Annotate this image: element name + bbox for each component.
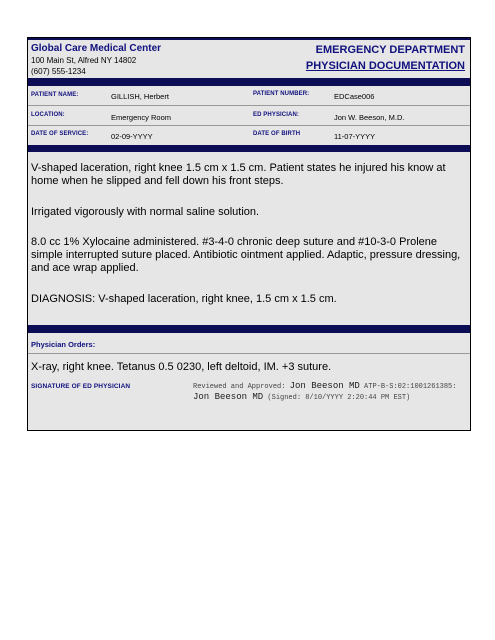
signature-label: SIGNATURE OF ED PHYSICIAN <box>31 383 131 390</box>
info-divider-band <box>28 145 470 152</box>
date-of-service-label: DATE OF SERVICE: <box>31 131 89 137</box>
ed-physician-label: ED PHYSICIAN: <box>253 112 299 118</box>
note-paragraph-1: V-shaped laceration, right knee 1.5 cm x 1.5 cm. Patient states he injured his know at home when he slipped and fell down his front steps. <box>31 162 446 188</box>
date-of-birth-label: DATE OF BIRTH <box>253 131 301 137</box>
ed-physician-value: Jon W. Beeson, M.D. <box>334 113 405 122</box>
row-divider <box>28 125 470 126</box>
row-divider <box>28 105 470 106</box>
physician-orders-label: Physician Orders: <box>31 340 96 349</box>
diagnosis-text: DIAGNOSIS: V-shaped laceration, right knee, 1.5 cm x 1.5 cm. <box>31 293 337 305</box>
facility-name: Global Care Medical Center <box>31 43 162 54</box>
document-title-line2: PHYSICIAN DOCUMENTATION <box>305 60 465 72</box>
note-paragraph-3: 8.0 cc 1% Xylocaine administered. #3-4-0 chronic deep suture and #10-3-0 Prolene simple interrupted suture placed. Antibiotic ointment applied. Adaptic, pressure dressing, and ace wrap applied. <box>31 236 461 275</box>
document-title-line1: EMERGENCY DEPARTMENT <box>315 44 465 56</box>
signer-name: Jon Beeson MD <box>289 381 360 391</box>
header-divider-band <box>28 78 470 86</box>
facility-phone: (607) 555-1234 <box>31 67 86 76</box>
date-of-service-value: 02-09-YYYY <box>111 132 153 141</box>
ed-physician-form <box>27 37 471 431</box>
signature-block <box>193 381 467 403</box>
physician-orders-text: X-ray, right knee. Tetanus 0.5 0230, left deltoid, IM. +3 suture. <box>31 361 332 373</box>
orders-divider <box>28 353 470 354</box>
atp-identifier: ATP-B-S:02:1001261385: <box>359 383 457 391</box>
notes-divider-band <box>28 325 470 333</box>
patient-number-label: PATIENT NUMBER: <box>253 91 310 97</box>
date-of-birth-value: 11-07-YYYY <box>334 132 376 141</box>
patient-name-value: GILLISH, Herbert <box>111 92 169 101</box>
facility-address: 100 Main St, Alfred NY 14802 <box>31 56 137 65</box>
patient-name-label: PATIENT NAME: <box>31 92 79 98</box>
signed-timestamp: (Signed: 8/10/YYYY 2:20:44 PM EST) <box>263 394 411 402</box>
note-paragraph-2: Irrigated vigorously with normal saline solution. <box>31 206 260 218</box>
location-value: Emergency Room <box>111 113 172 122</box>
top-accent-bar <box>28 38 470 40</box>
signer-name-repeat: Jon Beeson MD <box>193 392 264 402</box>
patient-number-value: EDCase006 <box>334 92 375 101</box>
location-label: LOCATION: <box>31 112 65 118</box>
reviewed-approved-text: Reviewed and Approved: <box>193 383 290 391</box>
